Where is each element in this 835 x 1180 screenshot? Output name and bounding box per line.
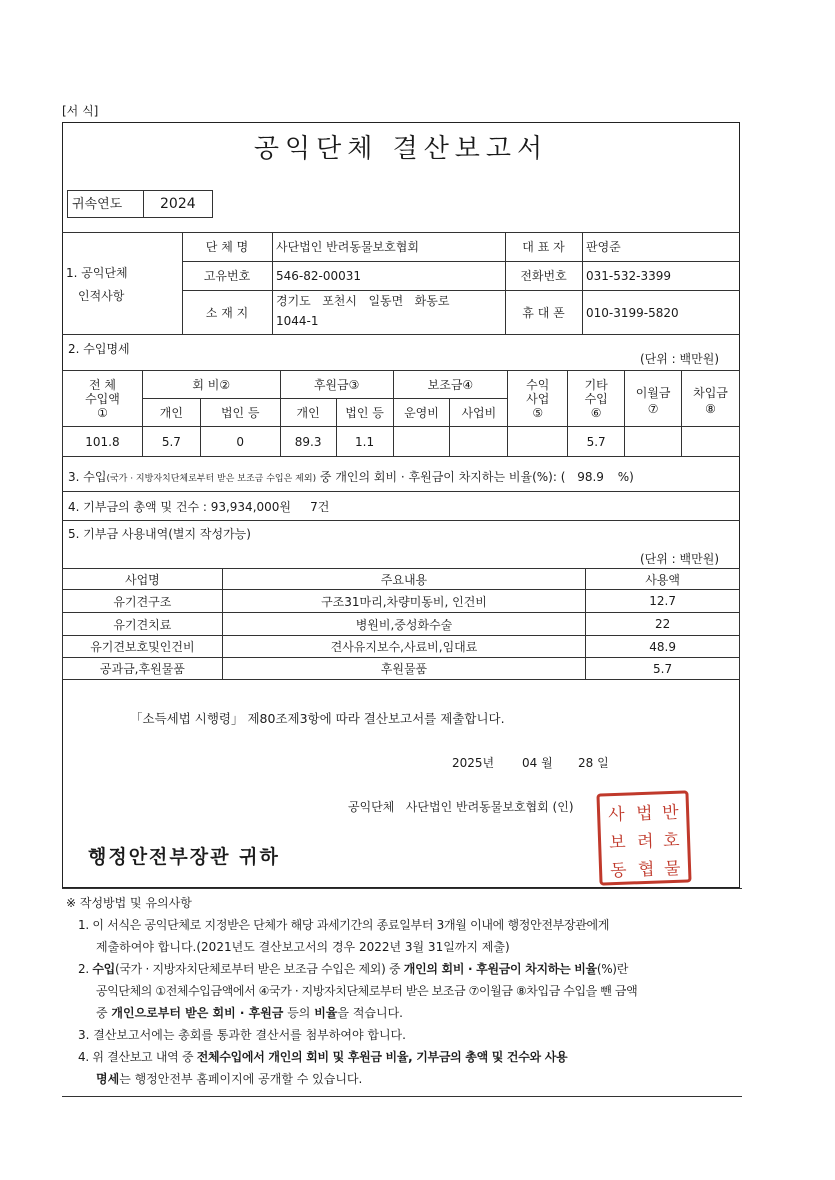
usage-header-content: 주요내용 — [222, 569, 585, 590]
section1-title: 1. 공익단체 — [66, 266, 128, 280]
recipient: 행정안전부장관 귀하 — [88, 846, 280, 868]
cell-sponsor-individual: 89.3 — [280, 427, 336, 457]
mobile-number: 010-3199-5820 — [586, 306, 679, 320]
notes-title: ※ 작성방법 및 유의사항 — [66, 896, 192, 910]
seal-char: 려 — [636, 831, 654, 853]
h-total: 전 체 수입액 ① — [63, 371, 143, 427]
usage-project: 유기견보호및인건비 — [63, 636, 223, 658]
note-2c-a: 중 — [96, 1006, 112, 1020]
usage-table — [62, 568, 740, 680]
statement: 「소득세법 시행령」 제80조제3항에 따라 결산보고서를 제출합니다. — [130, 711, 505, 726]
note-4b-text: 는 행정안전부 홈페이지에 공개할 수 있습니다. — [119, 1072, 363, 1086]
note-2b: 공익단체의 ①전체수입금액에서 ④국가 · 지방자치단체로부터 받은 보조금 ⑦이월금 ⑧차입금 수입을 뺀 금액 — [96, 984, 638, 998]
h-loan: 차입금 ⑧ — [682, 371, 740, 427]
phone-number: 031-532-3399 — [586, 269, 672, 283]
org-name-label: 단 체 명 — [205, 240, 249, 254]
rep-label: 대 표 자 — [522, 240, 565, 254]
mobile-label: 휴 대 폰 — [522, 306, 565, 320]
page-title: 공익단체 결산보고서 — [253, 134, 549, 164]
seal-char: 법 — [635, 803, 653, 825]
h-business: 수익 사업 ⑤ — [508, 371, 568, 427]
note-4a — [62, 1046, 742, 1068]
official-seal — [596, 790, 691, 885]
usage-content: 후원물품 — [222, 658, 585, 680]
usage-amount: 5.7 — [586, 658, 740, 680]
cell-subsidy-operating — [393, 427, 450, 457]
table-row — [63, 613, 740, 636]
income-table — [62, 370, 740, 457]
h-sponsor: 후원금③ — [280, 371, 393, 399]
section2-unit: (단위 : 백만원) — [640, 352, 719, 366]
section3-suffix: 중 개인의 회비 · 후원금이 차지하는 비율(%): ( — [319, 470, 566, 484]
seal-char: 물 — [663, 858, 681, 880]
section4-text: 4. 기부금의 총액 및 건수 : 93,934,000원 7건 — [68, 500, 330, 514]
section5-title: 5. 기부금 사용내역(별지 작성가능) — [68, 527, 251, 541]
year-label: 귀속연도 — [72, 197, 123, 212]
date-year: 2025년 — [452, 756, 495, 770]
usage-project: 유기견치료 — [63, 613, 223, 636]
cell-fee-corp: 0 — [200, 427, 280, 457]
note-2a-text: (국가 · 지방자치단체로부터 받은 보조금 수입은 제외) 중 — [114, 962, 404, 976]
section3-end: %) — [617, 470, 634, 484]
cell-carry — [625, 427, 682, 457]
note-2c-d: 비율 — [314, 1006, 338, 1020]
cell-business — [508, 427, 568, 457]
usage-amount: 12.7 — [586, 590, 740, 613]
note-2c-b: 개인으로부터 받은 회비 · 후원금 — [111, 1006, 284, 1020]
note-4b-bold: 명세 — [96, 1072, 120, 1086]
note-3: 3. 결산보고서에는 총회를 통과한 결산서를 첨부하여야 합니다. — [78, 1028, 406, 1042]
usage-content: 견사유지보수,사료비,임대료 — [222, 636, 585, 658]
cell-other: 5.7 — [568, 427, 625, 457]
phone-label: 전화번호 — [520, 269, 567, 283]
table-row — [63, 636, 740, 658]
note-2a-num: 2. — [78, 962, 93, 976]
h-fee: 회 비② — [142, 371, 280, 399]
form-tag: [서 식] — [62, 104, 99, 118]
usage-header-amount: 사용액 — [586, 569, 740, 590]
usage-project: 공과금,후원물품 — [63, 658, 223, 680]
note-2c — [62, 1002, 742, 1024]
section5-unit: (단위 : 백만원) — [640, 552, 719, 566]
date-day: 28 일 — [578, 756, 609, 770]
rep-name: 판영준 — [586, 240, 621, 254]
section3-text — [68, 470, 634, 485]
seal-char: 호 — [662, 830, 680, 852]
date-month: 04 월 — [522, 756, 553, 770]
usage-amount: 48.9 — [586, 636, 740, 658]
addr-line2: 1044-1 — [276, 314, 319, 328]
usage-content: 구조31마리,차량미동비, 인건비 — [222, 590, 585, 613]
cell-total: 101.8 — [63, 427, 143, 457]
seal-char: 보 — [608, 832, 626, 854]
table-row — [63, 590, 740, 613]
note-2c-e: 을 적습니다. — [337, 1006, 403, 1020]
section2-title: 2. 수입명세 — [68, 342, 130, 356]
section3-note: (국가 · 지방자치단체로부터 받은 보조금 수입은 제외) — [106, 474, 317, 484]
seal-char: 반 — [661, 802, 679, 824]
note-4a-text: 4. 위 결산보고 내역 중 — [78, 1050, 197, 1064]
year-value: 2024 — [160, 196, 196, 212]
note-4a-bold: 전체수입에서 개인의 회비 및 후원금 비율, 기부금의 총액 및 건수와 사용 — [196, 1050, 568, 1064]
seal-char: 협 — [637, 859, 655, 881]
id-number: 546-82-00031 — [276, 269, 362, 283]
notes-section — [62, 892, 742, 1090]
note-2c-c: 등의 — [283, 1006, 315, 1020]
section3-prefix: 3. 수입 — [68, 470, 107, 484]
note-2a — [62, 958, 742, 980]
cell-loan — [682, 427, 740, 457]
usage-content: 병원비,중성화수술 — [222, 613, 585, 636]
sub-individual-2: 개인 — [280, 399, 336, 427]
cell-fee-individual: 5.7 — [142, 427, 200, 457]
id-label: 고유번호 — [203, 269, 251, 283]
h-carry: 이월금 ⑦ — [625, 371, 682, 427]
usage-project: 유기견구조 — [63, 590, 223, 613]
sub-individual: 개인 — [142, 399, 200, 427]
sub-project: 사업비 — [450, 399, 508, 427]
sub-corp: 법인 등 — [200, 399, 280, 427]
cell-subsidy-project — [450, 427, 508, 457]
seal-char: 사 — [607, 804, 625, 826]
note-2a-bold1: 수입 — [92, 962, 115, 976]
note-1a: 1. 이 서식은 공익단체로 지정받은 단체가 해당 과세기간의 종료일부터 3개월 이내에 행정안전부장관에게 — [78, 918, 610, 932]
note-1b: 제출하여야 합니다.(2021년도 결산보고서의 경우 2022년 3월 31일까지 제출) — [96, 940, 510, 954]
signer: 공익단체 사단법인 반려동물보호협회 (인) — [348, 800, 574, 814]
section3-value: 98.9 — [577, 470, 604, 484]
h-other: 기타 수입 ⑥ — [568, 371, 625, 427]
addr-label: 소 재 지 — [205, 306, 249, 320]
usage-amount: 22 — [586, 613, 740, 636]
sub-corp-2: 법인 등 — [336, 399, 393, 427]
seal-char: 동 — [609, 860, 627, 882]
addr-line1: 경기도 포천시 일동면 화동로 — [276, 294, 450, 308]
cell-sponsor-corp: 1.1 — [336, 427, 393, 457]
note-4b — [62, 1068, 742, 1090]
note-2a-end: (%)란 — [596, 962, 628, 976]
table-row — [63, 658, 740, 680]
note-2a-bold2: 개인의 회비 · 후원금이 차지하는 비율 — [403, 962, 597, 976]
h-subsidy: 보조금④ — [393, 371, 508, 399]
org-name: 사단법인 반려동물보호협회 — [276, 240, 419, 254]
usage-header-project: 사업명 — [63, 569, 223, 590]
sub-operating: 운영비 — [393, 399, 450, 427]
section1-subtitle: 인적사항 — [78, 289, 125, 303]
